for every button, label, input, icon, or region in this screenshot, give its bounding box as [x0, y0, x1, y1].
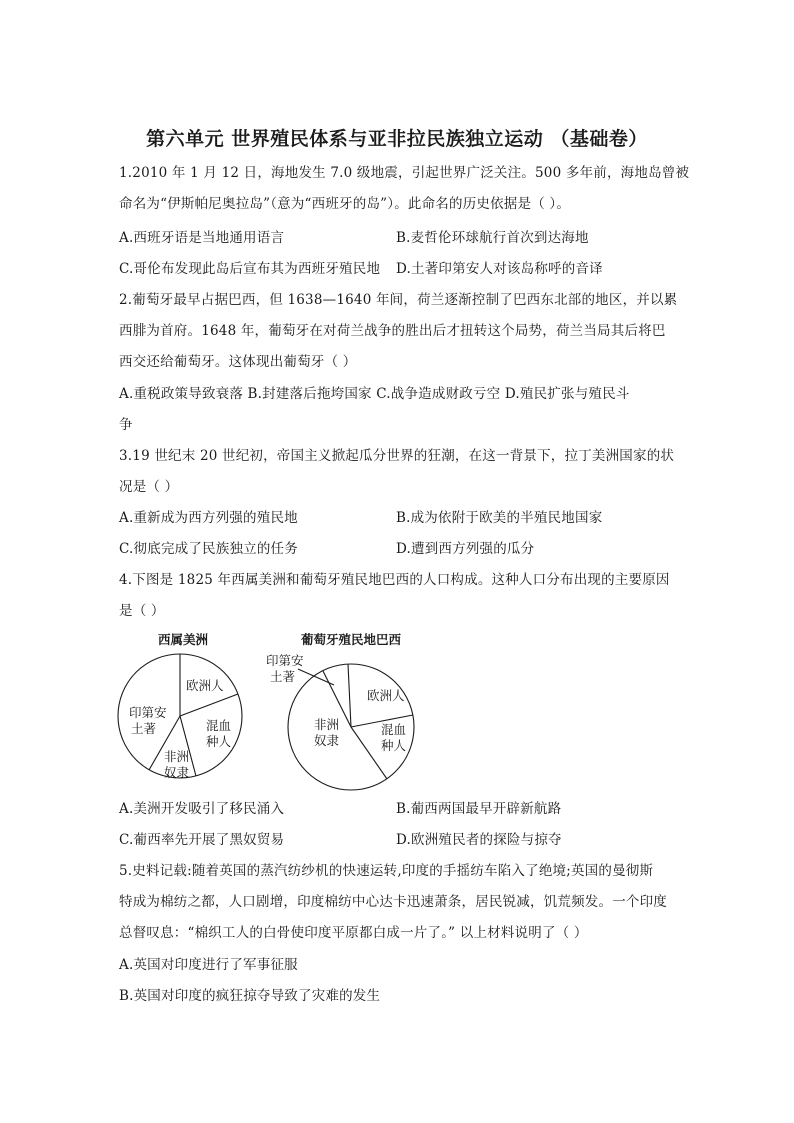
question-2-stem-line-1: 2.葡萄牙最早占据巴西，但 1638—1640 年间，荷兰逐渐控制了巴西东北部的地区，并以累 [119, 292, 678, 308]
pie-1-slice-label-4b: 土著 [131, 721, 157, 736]
question-1-stem-line-1: 1.2010 年 1 月 12 日，海地发生 7.0 级地震，引起世界广泛关注。500 多年前，海地岛曾被 [119, 165, 690, 181]
pie-2-title: 葡萄牙殖民地巴西 [301, 632, 402, 647]
pie-2-slice-label-1a: 印第安 [266, 653, 304, 668]
question-5-option-a[interactable]: A.英国对印度进行了军事征服 [119, 957, 298, 973]
pie-1-title: 西属美洲 [158, 632, 209, 647]
question-4-option-a[interactable]: A.美洲开发吸引了移民涌入 [119, 801, 285, 817]
pie-1-slice-label-2a: 混血 [206, 718, 232, 733]
question-4-option-d[interactable]: D.欧洲殖民者的探险与掠夺 [396, 832, 562, 848]
question-1-option-c[interactable]: C.哥伦布发现此岛后宣布其为西班牙殖民地 [119, 261, 381, 277]
question-2-stem-line-3: 西交还给葡萄牙。这体现出葡萄牙（ ） [119, 354, 357, 370]
question-5-stem-line-3: 总督叹息：“棉织工人的白骨使印度平原都白成一片了。” 以上材料说明了（ ） [119, 925, 588, 941]
pie-1-slice-label-3b: 奴隶 [164, 765, 190, 780]
pie-2-slice-label-4a: 非洲 [314, 717, 340, 732]
question-2-options[interactable]: A.重税政策导致衰落 B.封建落后拖垮国家 C.战争造成财政亏空 D.殖民扩张与殖民斗 [119, 386, 630, 402]
pie-1-slice-label-4a: 印第安 [129, 705, 167, 720]
pie-2-slice-label-1b: 土著 [270, 669, 296, 684]
question-4-option-c[interactable]: C.葡西率先开展了黑奴贸易 [119, 832, 285, 848]
question-5-stem-line-2: 特成为棉纺之都，人口剧增，印度棉纺中心达卡迅速萧条，居民锐减，饥荒频发。一个印度 [119, 894, 667, 910]
question-5-option-b[interactable]: B.英国对印度的疯狂掠夺导致了灾难的发生 [119, 988, 381, 1004]
pie-2-slice-label-4b: 奴隶 [314, 733, 340, 748]
question-4-stem-line-2: 是（ ） [119, 603, 165, 619]
pie-2-slice-label-2: 欧洲人 [367, 688, 405, 703]
question-3-option-d[interactable]: D.遭到西方列强的瓜分 [396, 541, 535, 557]
question-2-options-wrap: 争 [119, 417, 133, 433]
question-4-option-b[interactable]: B.葡西两国最早开辟新航路 [396, 801, 562, 817]
question-3-stem-line-2: 况是（ ） [119, 479, 179, 495]
question-1-option-b[interactable]: B.麦哲伦环球航行首次到达海地 [396, 230, 589, 246]
question-3-option-a[interactable]: A.重新成为西方列强的殖民地 [119, 510, 298, 526]
question-1-option-d[interactable]: D.土著印第安人对该岛称呼的音译 [396, 261, 603, 277]
page-title: 第六单元 世界殖民体系与亚非拉民族独立运动 （基础卷） [146, 128, 648, 150]
question-4-stem-line-1: 4.下图是 1825 年西属美洲和葡萄牙殖民地巴西的人口构成。这种人口分布出现的主要原因 [119, 572, 670, 588]
question-3-option-b[interactable]: B.成为依附于欧美的半殖民地国家 [396, 510, 603, 526]
population-pie-charts [110, 625, 450, 795]
question-1-option-a[interactable]: A.西班牙语是当地通用语言 [119, 230, 285, 246]
question-2-stem-line-2: 西腓为首府。1648 年，葡萄牙在对荷兰战争的胜出后才扭转这个局势，荷兰当局其后将巴 [119, 323, 666, 339]
pie-1-slice-label-3a: 非洲 [164, 749, 190, 764]
pie-2-slice-label-3b: 种人 [381, 738, 407, 753]
question-3-option-c[interactable]: C.彻底完成了民族独立的任务 [119, 541, 298, 557]
question-1-stem-line-2: 命名为“伊斯帕尼奥拉岛”（意为“西班牙的岛”）。此命名的历史依据是（ ）。 [119, 196, 571, 212]
pie-2-slice-label-3a: 混血 [381, 722, 407, 737]
question-3-stem-line-1: 3.19 世纪末 20 世纪初，帝国主义掀起瓜分世界的狂潮，在这一背景下，拉丁美洲国家的状 [119, 448, 675, 464]
pie-1-slice-label-2b: 种人 [206, 734, 232, 749]
question-5-stem-line-1: 5.史料记载:随着英国的蒸汽纺纱机的快速运转,印度的手摇纺车陷入了绝境;英国的曼彻斯 [119, 863, 654, 879]
pie-1-slice-label-1: 欧洲人 [186, 678, 224, 693]
